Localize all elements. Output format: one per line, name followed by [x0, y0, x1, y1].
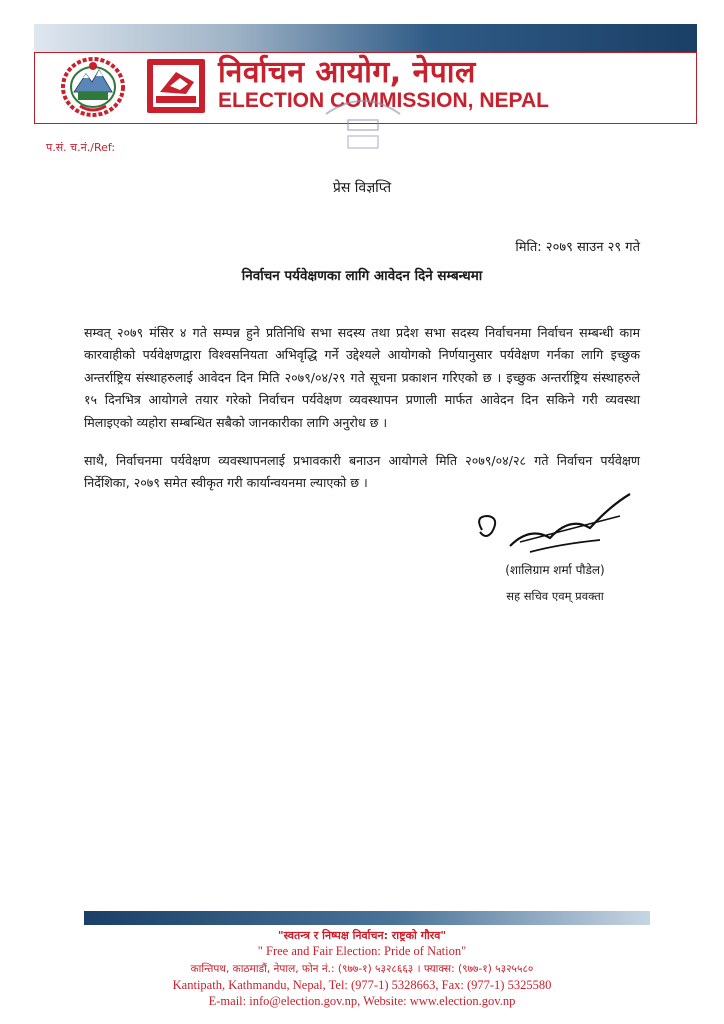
body-paragraph: सम्वत् २०७९ मंसिर ४ गते सम्पन्न हुने प्रतिनिधि सभा सदस्य तथा प्रदेश सभा सदस्य निर्वाचनमा निर्वाचन सम्बन्धी काम कारवाहीको पर्यवेक्षणद्वारा विश्वसनियता अभिवृद्धि गर्ने उद्देश्यले आयोगको निर्णयानुसार पर्यवेक्षण गर्नका लागि इच्छुक अन्तर्राष्ट्रिय संस्थाहरुलाई आवेदन दिन मिति २०७९/०४/२९ गते सूचना प्रकाशन गरिएको छ । इच्छुक अन्तर्राष्ट्रिय संस्थाहरुले १५ दिनभित्र आयोगले तयार गरेको निर्वाचन पर्यवेक्षण व्यवस्थापन प्रणाली मार्फत आवेदन दिन सकिने गरी व्यवस्था मिलाइएको व्यहोरा सम्बन्धित सबैको जानकारीका लागि अनुरोध छ । — [84, 325, 640, 430]
body-paragraph: साथै, निर्वाचनमा पर्यवेक्षण व्यवस्थापनलाई प्रभावकारी बनाउन आयोगले मिति २०७९/०४/२८ गते निर्वाचन पर्यवेक्षण निर्देशिका, २०७९ समेत स्वीकृत गरी कार्यान्वयनमा ल्याएको छ । — [84, 453, 640, 491]
document-heading: प्रेस विज्ञप्ति — [332, 180, 392, 196]
office-stamp-icon — [318, 92, 408, 154]
footer-address-english: Kantipath, Kathmandu, Nepal, Tel: (977-1) 5328663, Fax: (977-1) 5325580 — [172, 978, 552, 992]
letterhead-top-band — [34, 24, 697, 52]
election-commission-logo-icon — [146, 58, 206, 114]
document-date: मिति: २०७९ साउन २९ गते — [515, 240, 640, 255]
footer-address-nepali: कान्तिपथ, काठमाडौं, नेपाल, फोन नं.: (९७७-१) ५३२८६६३ । फ्याक्स: (९७७-१) ५३२५५८० — [190, 963, 534, 975]
signer-designation: सह सचिव एवम् प्रवक्ता — [506, 589, 604, 603]
handwritten-signature-icon — [470, 486, 640, 566]
commission-name-nepali: निर्वाचन आयोग, नेपाल — [218, 55, 476, 90]
nepal-emblem-icon — [52, 56, 134, 118]
footer-band — [84, 911, 650, 925]
reference-label: प.सं. च.नं./Ref: — [46, 141, 116, 154]
footer-motto-nepali: "स्वतन्त्र र निष्पक्ष निर्वाचन: राष्ट्रको गौरव" — [277, 929, 447, 942]
footer-motto-english: " Free and Fair Election: Pride of Nation" — [257, 944, 467, 958]
commission-name-english: ELECTION COMMISSION, NEPAL — [218, 89, 549, 112]
footer-contact: E-mail: info@election.gov.np, Website: www.election.gov.np — [208, 994, 516, 1008]
signer-name: (शालिग्राम शर्मा पौडेल) — [505, 563, 605, 577]
document-subject: निर्वाचन पर्यवेक्षणका लागि आवेदन दिने सम्बन्धमा — [241, 268, 483, 284]
